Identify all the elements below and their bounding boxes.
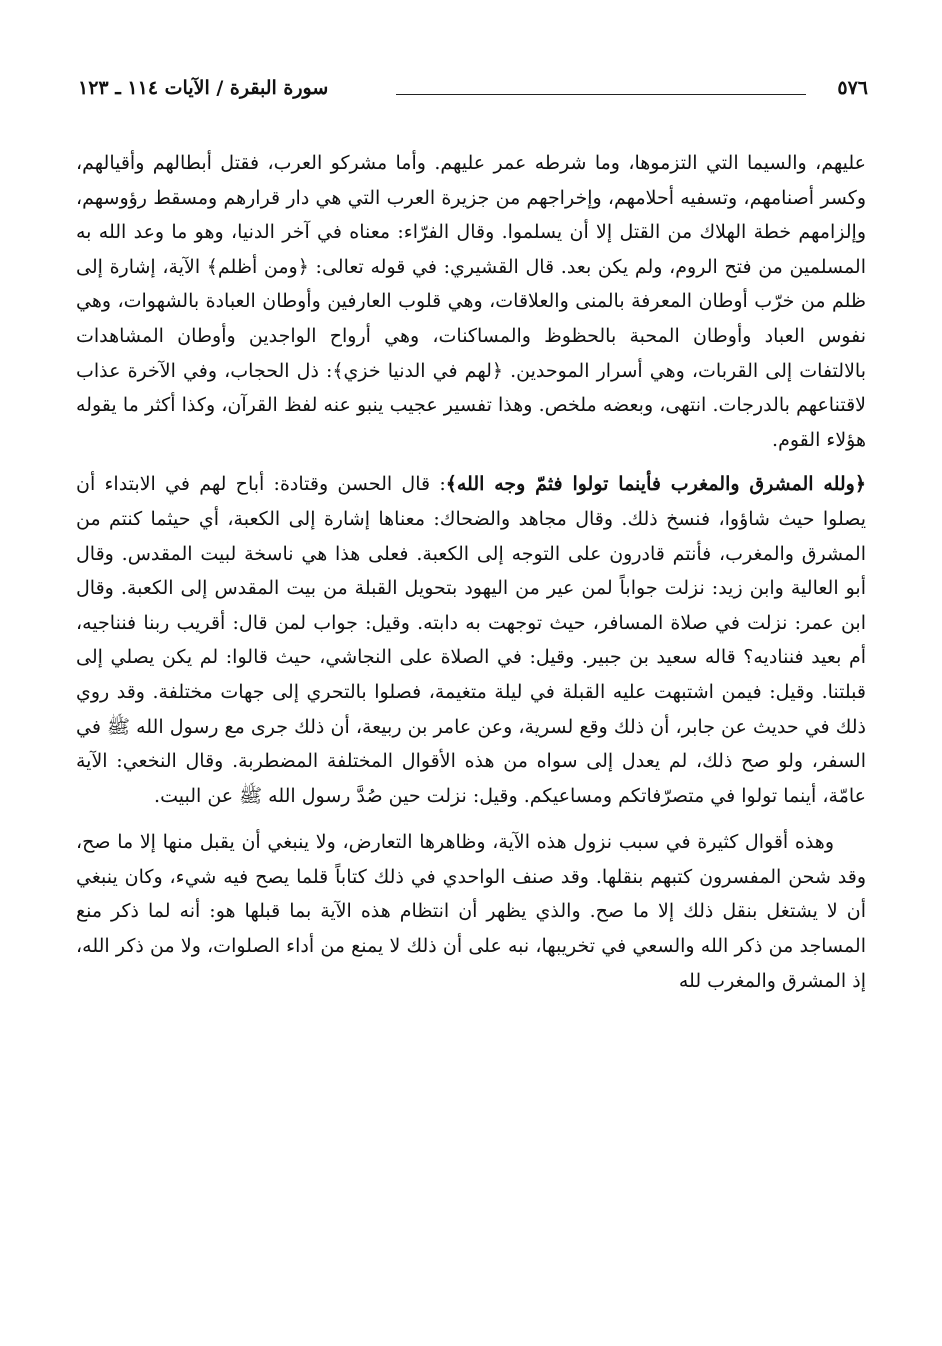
paragraph: وهذه أقوال كثيرة في سبب نزول هذه الآية، وظاهرها التعارض، ولا ينبغي أن يقبل منها إلا ما صح، وقد شحن المفسرون كتبهم بنقلها. وقد صنف الواحدي في ذلك كتاباً قلما يصح فيه شيء، وكان ينبغي أن لا يشتغل بنقل ذلك إلا ما صح. والذي يظهر أن انتظام هذه الآية بما قبلها هو: أنه لما ذكر منع المساجد من ذكر الله والسعي في تخريبها، نبه على أن ذلك لا يمنع من أداء الصلوات، ولا من ذكر الله، إذ المشرق والمغرب لله (76, 831, 866, 992)
paragraph-text: : قال الحسن وقتادة: أباح لهم في الابتداء أن يصلوا حيث شاؤوا، فنسخ ذلك. وقال مجاهد والضحاك: معناها إشارة إلى الكعبة، أي حيثما كنتم من المشرق والمغرب، فأنتم قادرون على التوجه إلى الكعبة. فعلى هذا هي ناسخة لبيت المقدس. وقال أبو العالية وابن زيد: نزلت جواباً لمن عير من اليهود بتحويل القبلة من بيت المقدس إلى الكعبة. وقال ابن عمر: نزلت في صلاة المسافر، حيث توجهت به دابته. وقيل: جواب لمن قال: أقريب ربنا فنناجيه، أم بعيد فنناديه؟ قاله سعيد بن جبير. وقيل: في الصلاة على النجاشي، حيث قالوا: لم يكن يصلي إلى قبلتنا. وقيل: فيمن اشتبهت عليه القبلة في ليلة متغيمة، فصلوا بالتحري إلى جهات مختلفة. وقد روي ذلك في حديث عن جابر، أن ذلك وقع لسرية، وعن عامر بن ربيعة، أن ذلك جرى مع رسول الله ﷺ في السفر، ولو صح ذلك، لم يعدل إلى سواه من هذه الأقوال المختلفة المضطربة. وقال النخعي: الآية عامّة، أينما تولوا في متصرّفاتكم ومساعيكم. وقيل: نزلت حين صُدَّ رسول الله ﷺ عن البيت. (76, 473, 866, 807)
running-title: سورة البقرة / الآيات ١١٤ ـ ١٢٣ (78, 77, 329, 99)
paragraph: عليهم، والسيما التي التزموها، وما شرطه عمر عليهم. وأما مشركو العرب، فقتل أبطالهم وأقيالهم، وكسر أصنامهم، وتسفيه أحلامهم، وإخراجهم من جزيرة العرب التي هي دار قرارهم ومسقط رؤوسهم، وإلزامهم خطة الهلاك من القتل إلا أن يسلموا. وقال الفرّاء: معناه في آخر الدنيا، وهو ما وعد الله به المسلمين من فتح الروم، ولم يكن بعد. قال القشيري: في قوله تعالى: ﴿ومن أظلم﴾ الآية، إشارة إلى ظلم من خرّب أوطان المعرفة بالمنى والعلاقات، وهي قلوب العارفين وأوطان العبادة بالشهوات، وهي نفوس العباد وأوطان المحبة بالحظوظ والمساكنات، وهي أرواح الواجدين وأوطان المشاهدات بالالتفات إلى القربات، وهي أسرار الموحدين. ﴿لهم في الدنيا خزي﴾: ذل الحجاب، وفي الآخرة عذاب لاقتناعهم بالدرجات. انتهى، وبعضه ملخص. وهذا تفسير عجيب ينبو عنه لفظ القرآن، وكذا أكثر ما يقوله هؤلاء القوم. (76, 152, 866, 451)
page-header (78, 70, 868, 106)
paragraph (76, 467, 866, 813)
page-number: ٥٧٦ (837, 77, 868, 99)
quran-verse: ﴿ولله المشرق والمغرب فأينما تولوا فثمّ وجه الله﴾ (445, 473, 866, 496)
body-text (76, 146, 866, 998)
header-rule (396, 94, 806, 95)
